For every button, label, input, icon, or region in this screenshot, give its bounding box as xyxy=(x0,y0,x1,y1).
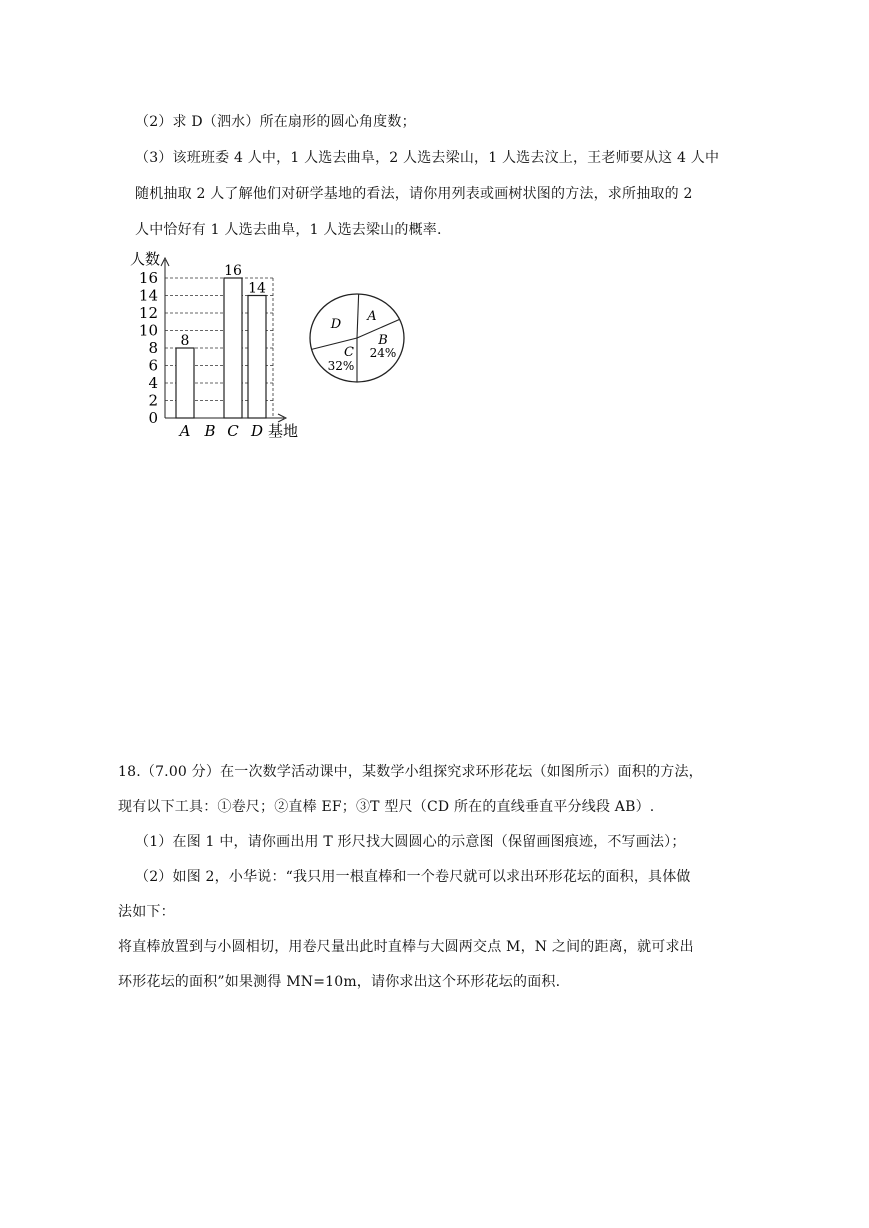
question-18-title: 18.（7.00 分）在一次数学活动课中，某数学小组探究求环形花坛（如图所示）面积的方法， xyxy=(118,764,703,780)
bar-A xyxy=(176,348,194,418)
bar-chart xyxy=(118,244,318,444)
bar-label-A: 8 xyxy=(180,333,190,349)
y-tick-label: 4 xyxy=(148,374,158,392)
y-tick-label: 10 xyxy=(138,321,158,340)
bar-label-C: 16 xyxy=(224,263,242,279)
question-18-part-2-line-4: 环形花坛的面积”如果测得 MN=10m，请你求出这个环形花坛的面积. xyxy=(118,974,561,990)
category-label-D: D xyxy=(250,422,264,440)
question-17-part-2: （2）求 D（泗水）所在扇形的圆心角度数； xyxy=(135,114,416,130)
question-18-part-1: （1）在图 1 中，请你画出用 T 形尺找大圆圆心的示意图（保留画图痕迹，不写画法）； xyxy=(135,834,686,850)
pie-percent-C: 32% xyxy=(327,359,355,373)
bar-chart-categories xyxy=(178,422,263,440)
y-tick-label: 12 xyxy=(138,304,158,322)
y-tick-label: 6 xyxy=(148,356,158,375)
bar-label-D: 14 xyxy=(248,280,266,297)
y-tick-label: 2 xyxy=(148,391,158,410)
category-label-B: B xyxy=(204,422,216,440)
y-tick-label: 8 xyxy=(148,339,158,357)
pie-label-B: B xyxy=(378,333,388,348)
y-tick-label: 16 xyxy=(138,269,158,287)
pie-label-C: C xyxy=(344,345,354,360)
pie-label-A: A xyxy=(367,309,377,324)
pie-percent-B: 24% xyxy=(369,346,397,360)
bar-D xyxy=(248,296,266,419)
pie-chart-slices xyxy=(310,294,404,382)
category-label-A: A xyxy=(179,422,191,440)
pie-chart xyxy=(306,290,408,386)
y-tick-label: 0 xyxy=(148,409,158,427)
question-18-part-2-line-2: 法如下： xyxy=(118,904,175,920)
bar-chart-x-axis-label: 基地 xyxy=(268,422,299,440)
question-17-part-3-line-2: 随机抽取 2 人了解他们对研学基地的看法，请你用列表或画树状图的方法，求所抽取的 2 xyxy=(135,186,693,202)
category-label-C: C xyxy=(227,422,239,440)
question-17-part-3-line-1: （3）该班班委 4 人中，1 人选去曲阜，2 人选去梁山，1 人选去汶上，王老师要从这 4 人中 xyxy=(135,150,720,166)
question-18-part-2-line-1: （2）如图 2，小华说：“我只用一根直棒和一个卷尺就可以求出环形花坛的面积，具体做 xyxy=(135,869,691,885)
y-tick-label: 14 xyxy=(138,286,158,305)
pie-label-D: D xyxy=(330,317,342,332)
question-18-tools: 现有以下工具：①卷尺；②直棒 EF；③T 型尺（CD 所在的直线垂直平分线段 AB）. xyxy=(118,799,655,815)
question-18-part-2-line-3: 将直棒放置到与小圆相切，用卷尺量出此时直棒与大圆两交点 M，N 之间的距离，就可求出 xyxy=(118,939,694,955)
question-17-part-3-line-3: 人中恰好有 1 人选去曲阜，1 人选去梁山的概率. xyxy=(135,222,442,238)
bar-chart-y-axis-label: 人数 xyxy=(130,250,161,268)
bar-chart-y-ticks xyxy=(139,269,158,427)
bar-C xyxy=(224,278,242,418)
bar-chart-bars xyxy=(176,263,266,418)
